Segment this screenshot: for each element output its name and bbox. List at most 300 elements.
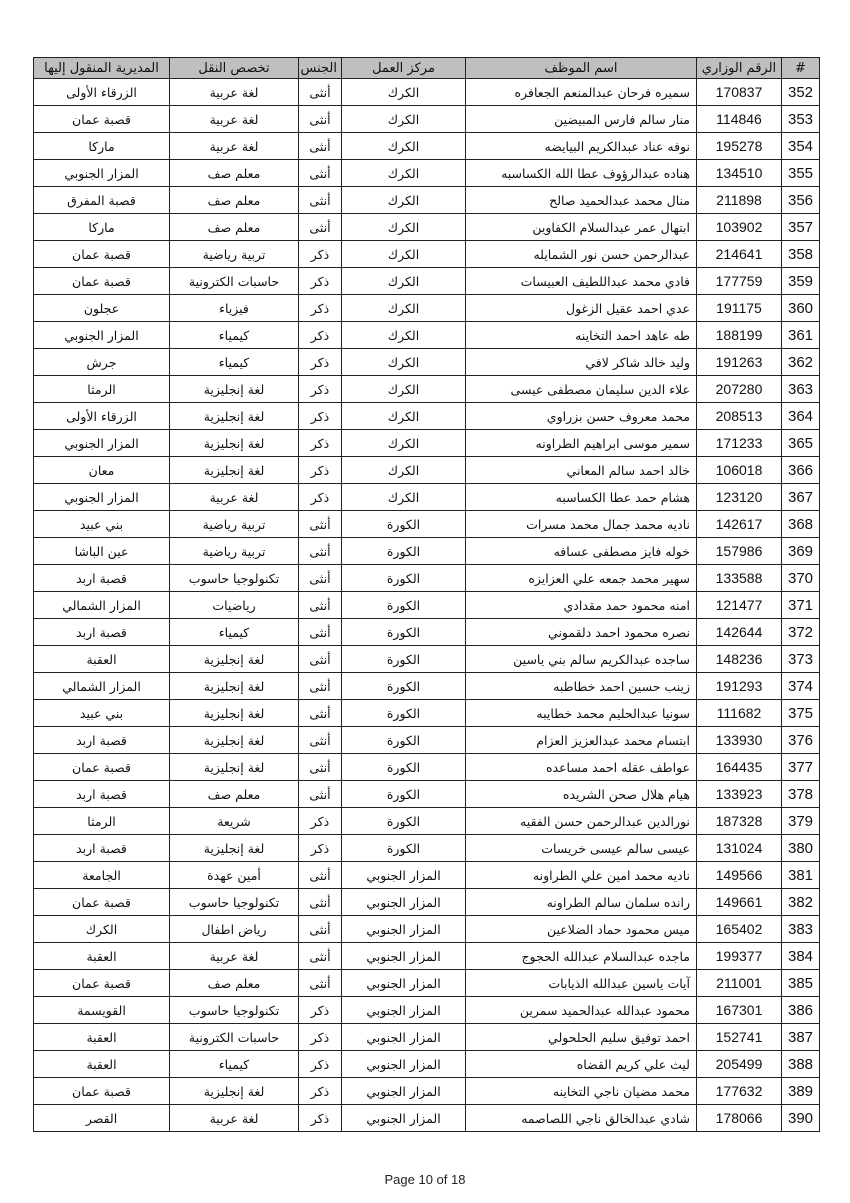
employee-name-cell: ناديه محمد امين علي الطراونه	[466, 862, 697, 889]
table-row	[34, 700, 820, 727]
destination-directorate-cell: القصر	[34, 1105, 170, 1132]
transfer-specialty-cell: حاسبات الكترونية	[170, 1024, 299, 1051]
destination-directorate-cell: قصبة اربد	[34, 565, 170, 592]
work-center-cell: الكورة	[342, 727, 466, 754]
transfer-specialty-cell: تكنولوجيا حاسوب	[170, 889, 299, 916]
employee-name-cell: زينب حسين احمد خطاطبه	[466, 673, 697, 700]
table-row	[34, 916, 820, 943]
ministerial-number-cell: 133930	[697, 727, 782, 754]
employee-name-cell: ساجده عبدالكريم سالم بني ياسين	[466, 646, 697, 673]
work-center-cell: الكورة	[342, 619, 466, 646]
work-center-cell: المزار الجنوبي	[342, 1024, 466, 1051]
transfer-specialty-cell: تربية رياضية	[170, 241, 299, 268]
work-center-cell: المزار الجنوبي	[342, 1105, 466, 1132]
header-gender: الجنس	[299, 58, 342, 79]
row-number-cell: 390	[782, 1105, 820, 1132]
destination-directorate-cell: العقبة	[34, 1051, 170, 1078]
transfer-specialty-cell: لغة إنجليزية	[170, 376, 299, 403]
row-number-cell: 364	[782, 403, 820, 430]
table-row	[34, 997, 820, 1024]
employee-name-cell: سهير محمد جمعه علي العزايزه	[466, 565, 697, 592]
table-row	[34, 1078, 820, 1105]
gender-cell: أنثى	[299, 511, 342, 538]
ministerial-number-cell: 167301	[697, 997, 782, 1024]
ministerial-number-cell: 165402	[697, 916, 782, 943]
table-row	[34, 889, 820, 916]
employee-name-cell: عدي احمد عقيل الزغول	[466, 295, 697, 322]
destination-directorate-cell: قصبة عمان	[34, 889, 170, 916]
employee-name-cell: طه عاهد احمد التخاينه	[466, 322, 697, 349]
transfer-specialty-cell: معلم صف	[170, 214, 299, 241]
gender-cell: أنثى	[299, 565, 342, 592]
row-number-cell: 388	[782, 1051, 820, 1078]
ministerial-number-cell: 103902	[697, 214, 782, 241]
gender-cell: أنثى	[299, 592, 342, 619]
table-row	[34, 619, 820, 646]
gender-cell: أنثى	[299, 673, 342, 700]
work-center-cell: الكرك	[342, 403, 466, 430]
employee-name-cell: خوله فايز مصطفى عسافه	[466, 538, 697, 565]
transfer-specialty-cell: لغة إنجليزية	[170, 457, 299, 484]
destination-directorate-cell: قصبة عمان	[34, 241, 170, 268]
gender-cell: أنثى	[299, 133, 342, 160]
destination-directorate-cell: الرمثا	[34, 808, 170, 835]
table-row	[34, 970, 820, 997]
table-row	[34, 862, 820, 889]
row-number-cell: 355	[782, 160, 820, 187]
ministerial-number-cell: 123120	[697, 484, 782, 511]
destination-directorate-cell: المزار الجنوبي	[34, 322, 170, 349]
destination-directorate-cell: المزار الجنوبي	[34, 430, 170, 457]
employee-name-cell: شادي عبدالخالق ناجي اللصاصمه	[466, 1105, 697, 1132]
row-number-cell: 368	[782, 511, 820, 538]
transfer-specialty-cell: كيمياء	[170, 1051, 299, 1078]
work-center-cell: الكورة	[342, 754, 466, 781]
table-row	[34, 943, 820, 970]
destination-directorate-cell: معان	[34, 457, 170, 484]
transfer-specialty-cell: كيمياء	[170, 322, 299, 349]
header-employee-name: اسم الموظف	[466, 58, 697, 79]
transfer-table	[33, 57, 820, 1132]
ministerial-number-cell: 133588	[697, 565, 782, 592]
employee-name-cell: نصره محمود احمد دلقموني	[466, 619, 697, 646]
employee-name-cell: محمد مضيان ناجي التخاينه	[466, 1078, 697, 1105]
row-number-cell: 389	[782, 1078, 820, 1105]
destination-directorate-cell: قصبة عمان	[34, 1078, 170, 1105]
row-number-cell: 379	[782, 808, 820, 835]
table-row	[34, 106, 820, 133]
employee-name-cell: سمير موسى ابراهيم الطراونه	[466, 430, 697, 457]
table-row	[34, 592, 820, 619]
work-center-cell: الكورة	[342, 511, 466, 538]
row-number-cell: 382	[782, 889, 820, 916]
ministerial-number-cell: 133923	[697, 781, 782, 808]
destination-directorate-cell: الزرقاء الأولى	[34, 403, 170, 430]
ministerial-number-cell: 188199	[697, 322, 782, 349]
gender-cell: ذكر	[299, 403, 342, 430]
transfer-specialty-cell: لغة عربية	[170, 484, 299, 511]
gender-cell: ذكر	[299, 1078, 342, 1105]
gender-cell: أنثى	[299, 538, 342, 565]
work-center-cell: المزار الجنوبي	[342, 943, 466, 970]
table-row	[34, 403, 820, 430]
destination-directorate-cell: قصبة عمان	[34, 268, 170, 295]
employee-name-cell: منال محمد عبدالحميد صالح	[466, 187, 697, 214]
employee-name-cell: هشام حمد عطا الكساسبه	[466, 484, 697, 511]
destination-directorate-cell: قصبة المفرق	[34, 187, 170, 214]
table-row	[34, 808, 820, 835]
transfer-specialty-cell: لغة إنجليزية	[170, 754, 299, 781]
table-row	[34, 322, 820, 349]
header-num: #	[782, 58, 820, 79]
ministerial-number-cell: 142617	[697, 511, 782, 538]
destination-directorate-cell: قصبة عمان	[34, 754, 170, 781]
destination-directorate-cell: عجلون	[34, 295, 170, 322]
table-row	[34, 214, 820, 241]
row-number-cell: 357	[782, 214, 820, 241]
row-number-cell: 377	[782, 754, 820, 781]
ministerial-number-cell: 211001	[697, 970, 782, 997]
row-number-cell: 367	[782, 484, 820, 511]
table-row	[34, 1051, 820, 1078]
row-number-cell: 359	[782, 268, 820, 295]
employee-name-cell: هناده عبدالرؤوف عطا الله الكساسبه	[466, 160, 697, 187]
destination-directorate-cell: العقبة	[34, 646, 170, 673]
ministerial-number-cell: 114846	[697, 106, 782, 133]
ministerial-number-cell: 191263	[697, 349, 782, 376]
table-row	[34, 430, 820, 457]
row-number-cell: 353	[782, 106, 820, 133]
ministerial-number-cell: 134510	[697, 160, 782, 187]
ministerial-number-cell: 131024	[697, 835, 782, 862]
row-number-cell: 385	[782, 970, 820, 997]
employee-name-cell: وليد خالد شاكر لافي	[466, 349, 697, 376]
row-number-cell: 384	[782, 943, 820, 970]
ministerial-number-cell: 106018	[697, 457, 782, 484]
transfer-specialty-cell: أمين عهدة	[170, 862, 299, 889]
work-center-cell: الكورة	[342, 538, 466, 565]
employee-name-cell: منار سالم فارس المبيضين	[466, 106, 697, 133]
work-center-cell: الكرك	[342, 430, 466, 457]
ministerial-number-cell: 164435	[697, 754, 782, 781]
gender-cell: أنثى	[299, 700, 342, 727]
destination-directorate-cell: قصبة اربد	[34, 727, 170, 754]
work-center-cell: الكرك	[342, 322, 466, 349]
work-center-cell: الكرك	[342, 268, 466, 295]
transfer-specialty-cell: لغة إنجليزية	[170, 835, 299, 862]
employee-name-cell: ماجده عبدالسلام عبدالله الحجوج	[466, 943, 697, 970]
work-center-cell: الكرك	[342, 160, 466, 187]
destination-directorate-cell: قصبة اربد	[34, 781, 170, 808]
gender-cell: أنثى	[299, 862, 342, 889]
header-transfer-specialty: تخصص النقل	[170, 58, 299, 79]
destination-directorate-cell: قصبة عمان	[34, 970, 170, 997]
page-footer: Page 10 of 18	[384, 1172, 466, 1187]
row-number-cell: 378	[782, 781, 820, 808]
destination-directorate-cell: المزار الشمالي	[34, 673, 170, 700]
table-row	[34, 673, 820, 700]
table-row	[34, 241, 820, 268]
transfer-specialty-cell: تكنولوجيا حاسوب	[170, 565, 299, 592]
table-row	[34, 376, 820, 403]
work-center-cell: الكورة	[342, 835, 466, 862]
destination-directorate-cell: قصبة عمان	[34, 106, 170, 133]
gender-cell: ذكر	[299, 430, 342, 457]
table-row	[34, 457, 820, 484]
ministerial-number-cell: 142644	[697, 619, 782, 646]
row-number-cell: 356	[782, 187, 820, 214]
work-center-cell: الكورة	[342, 646, 466, 673]
gender-cell: ذكر	[299, 376, 342, 403]
employee-name-cell: ابتسام محمد عبدالعزيز العزام	[466, 727, 697, 754]
transfer-specialty-cell: لغة إنجليزية	[170, 646, 299, 673]
gender-cell: ذكر	[299, 484, 342, 511]
destination-directorate-cell: بني عبيد	[34, 511, 170, 538]
employee-name-cell: رانده سلمان سالم الطراونه	[466, 889, 697, 916]
destination-directorate-cell: العقبة	[34, 943, 170, 970]
transfer-specialty-cell: شريعة	[170, 808, 299, 835]
employee-name-cell: ميس محمود حماد الضلاعين	[466, 916, 697, 943]
ministerial-number-cell: 111682	[697, 700, 782, 727]
ministerial-number-cell: 148236	[697, 646, 782, 673]
table-row	[34, 160, 820, 187]
transfer-specialty-cell: معلم صف	[170, 160, 299, 187]
row-number-cell: 354	[782, 133, 820, 160]
transfer-specialty-cell: رياضيات	[170, 592, 299, 619]
transfer-specialty-cell: رياض اطفال	[170, 916, 299, 943]
employee-name-cell: فادي محمد عبداللطيف العبيسات	[466, 268, 697, 295]
employee-name-cell: محمد معروف حسن بزراوي	[466, 403, 697, 430]
work-center-cell: الكورة	[342, 700, 466, 727]
work-center-cell: المزار الجنوبي	[342, 916, 466, 943]
ministerial-number-cell: 149661	[697, 889, 782, 916]
transfer-specialty-cell: لغة إنجليزية	[170, 673, 299, 700]
destination-directorate-cell: بني عبيد	[34, 700, 170, 727]
gender-cell: ذكر	[299, 1051, 342, 1078]
header-work-center: مركز العمل	[342, 58, 466, 79]
destination-directorate-cell: عين الباشا	[34, 538, 170, 565]
destination-directorate-cell: الزرقاء الأولى	[34, 79, 170, 106]
transfer-specialty-cell: لغة عربية	[170, 79, 299, 106]
ministerial-number-cell: 177632	[697, 1078, 782, 1105]
row-number-cell: 361	[782, 322, 820, 349]
gender-cell: أنثى	[299, 754, 342, 781]
work-center-cell: الكرك	[342, 376, 466, 403]
transfer-specialty-cell: كيمياء	[170, 619, 299, 646]
header-ministerial-number: الرقم الوزاري	[697, 58, 782, 79]
work-center-cell: المزار الجنوبي	[342, 1051, 466, 1078]
table-header-row	[34, 58, 820, 79]
ministerial-number-cell: 170837	[697, 79, 782, 106]
transfer-specialty-cell: لغة عربية	[170, 106, 299, 133]
ministerial-number-cell: 195278	[697, 133, 782, 160]
table-row	[34, 187, 820, 214]
work-center-cell: الكرك	[342, 187, 466, 214]
employee-name-cell: ناديه محمد جمال محمد مسرات	[466, 511, 697, 538]
work-center-cell: المزار الجنوبي	[342, 889, 466, 916]
transfer-specialty-cell: تربية رياضية	[170, 538, 299, 565]
employee-name-cell: احمد توفيق سليم الحلحولي	[466, 1024, 697, 1051]
transfer-specialty-cell: لغة عربية	[170, 943, 299, 970]
gender-cell: ذكر	[299, 241, 342, 268]
row-number-cell: 360	[782, 295, 820, 322]
table-row	[34, 484, 820, 511]
table-row	[34, 79, 820, 106]
destination-directorate-cell: المزار الجنوبي	[34, 484, 170, 511]
employee-name-cell: سميره فرحان عبدالمنعم الجعافره	[466, 79, 697, 106]
work-center-cell: الكورة	[342, 673, 466, 700]
transfer-specialty-cell: لغة إنجليزية	[170, 700, 299, 727]
work-center-cell: الكرك	[342, 349, 466, 376]
employee-name-cell: محمود عبدالله عبدالحميد سمرين	[466, 997, 697, 1024]
gender-cell: ذكر	[299, 1024, 342, 1051]
row-number-cell: 362	[782, 349, 820, 376]
work-center-cell: المزار الجنوبي	[342, 970, 466, 997]
work-center-cell: الكرك	[342, 106, 466, 133]
transfer-specialty-cell: معلم صف	[170, 187, 299, 214]
gender-cell: أنثى	[299, 187, 342, 214]
employee-name-cell: نورالدين عبدالرحمن حسن الفقيه	[466, 808, 697, 835]
gender-cell: ذكر	[299, 322, 342, 349]
table-row	[34, 538, 820, 565]
gender-cell: ذكر	[299, 349, 342, 376]
gender-cell: ذكر	[299, 808, 342, 835]
row-number-cell: 358	[782, 241, 820, 268]
work-center-cell: المزار الجنوبي	[342, 1078, 466, 1105]
employee-name-cell: ابتهال عمر عبدالسلام الكفاوين	[466, 214, 697, 241]
employee-name-cell: عيسى سالم عيسى خريسات	[466, 835, 697, 862]
gender-cell: أنثى	[299, 970, 342, 997]
destination-directorate-cell: المزار الجنوبي	[34, 160, 170, 187]
ministerial-number-cell: 149566	[697, 862, 782, 889]
destination-directorate-cell: جرش	[34, 349, 170, 376]
work-center-cell: الكرك	[342, 214, 466, 241]
destination-directorate-cell: ماركا	[34, 214, 170, 241]
employee-name-cell: سونيا عبدالحليم محمد خطايبه	[466, 700, 697, 727]
destination-directorate-cell: قصبة اربد	[34, 619, 170, 646]
ministerial-number-cell: 178066	[697, 1105, 782, 1132]
table-row	[34, 1024, 820, 1051]
row-number-cell: 363	[782, 376, 820, 403]
employee-name-cell: عبدالرحمن حسن نور الشمايله	[466, 241, 697, 268]
ministerial-number-cell: 214641	[697, 241, 782, 268]
destination-directorate-cell: العقبة	[34, 1024, 170, 1051]
transfer-specialty-cell: حاسبات الكترونية	[170, 268, 299, 295]
row-number-cell: 372	[782, 619, 820, 646]
ministerial-number-cell: 211898	[697, 187, 782, 214]
gender-cell: ذكر	[299, 997, 342, 1024]
ministerial-number-cell: 187328	[697, 808, 782, 835]
destination-directorate-cell: الجامعة	[34, 862, 170, 889]
row-number-cell: 383	[782, 916, 820, 943]
gender-cell: أنثى	[299, 79, 342, 106]
work-center-cell: الكرك	[342, 295, 466, 322]
table-row	[34, 268, 820, 295]
transfer-specialty-cell: لغة إنجليزية	[170, 727, 299, 754]
table-body	[34, 79, 820, 1132]
work-center-cell: الكورة	[342, 808, 466, 835]
employee-name-cell: ليث علي كريم القضاه	[466, 1051, 697, 1078]
row-number-cell: 374	[782, 673, 820, 700]
gender-cell: ذكر	[299, 295, 342, 322]
transfer-specialty-cell: لغة إنجليزية	[170, 430, 299, 457]
row-number-cell: 352	[782, 79, 820, 106]
gender-cell: ذكر	[299, 457, 342, 484]
row-number-cell: 381	[782, 862, 820, 889]
transfer-specialty-cell: كيمياء	[170, 349, 299, 376]
row-number-cell: 371	[782, 592, 820, 619]
table-row	[34, 1105, 820, 1132]
ministerial-number-cell: 191175	[697, 295, 782, 322]
row-number-cell: 387	[782, 1024, 820, 1051]
gender-cell: أنثى	[299, 646, 342, 673]
row-number-cell: 370	[782, 565, 820, 592]
transfer-specialty-cell: تربية رياضية	[170, 511, 299, 538]
transfer-specialty-cell: معلم صف	[170, 781, 299, 808]
ministerial-number-cell: 191293	[697, 673, 782, 700]
work-center-cell: الكرك	[342, 79, 466, 106]
work-center-cell: الكورة	[342, 565, 466, 592]
work-center-cell: المزار الجنوبي	[342, 997, 466, 1024]
employee-name-cell: هيام هلال صحن الشريده	[466, 781, 697, 808]
table-row	[34, 835, 820, 862]
destination-directorate-cell: ماركا	[34, 133, 170, 160]
gender-cell: ذكر	[299, 268, 342, 295]
transfer-specialty-cell: تكنولوجيا حاسوب	[170, 997, 299, 1024]
ministerial-number-cell: 157986	[697, 538, 782, 565]
table-row	[34, 646, 820, 673]
ministerial-number-cell: 152741	[697, 1024, 782, 1051]
gender-cell: أنثى	[299, 943, 342, 970]
row-number-cell: 386	[782, 997, 820, 1024]
gender-cell: أنثى	[299, 106, 342, 133]
ministerial-number-cell: 199377	[697, 943, 782, 970]
ministerial-number-cell: 177759	[697, 268, 782, 295]
table-row	[34, 133, 820, 160]
work-center-cell: الكرك	[342, 241, 466, 268]
destination-directorate-cell: القويسمة	[34, 997, 170, 1024]
table-row	[34, 295, 820, 322]
ministerial-number-cell: 207280	[697, 376, 782, 403]
transfer-specialty-cell: لغة إنجليزية	[170, 1078, 299, 1105]
gender-cell: أنثى	[299, 916, 342, 943]
work-center-cell: المزار الجنوبي	[342, 862, 466, 889]
row-number-cell: 375	[782, 700, 820, 727]
ministerial-number-cell: 121477	[697, 592, 782, 619]
gender-cell: ذكر	[299, 835, 342, 862]
row-number-cell: 380	[782, 835, 820, 862]
employee-name-cell: نوفه عناد عبدالكريم البيايضه	[466, 133, 697, 160]
transfer-specialty-cell: فيزياء	[170, 295, 299, 322]
gender-cell: أنثى	[299, 781, 342, 808]
header-destination-directorate: المديرية المنقول إليها	[34, 58, 170, 79]
table-row	[34, 349, 820, 376]
gender-cell: أنثى	[299, 160, 342, 187]
table-row	[34, 754, 820, 781]
ministerial-number-cell: 208513	[697, 403, 782, 430]
gender-cell: أنثى	[299, 889, 342, 916]
transfer-specialty-cell: معلم صف	[170, 970, 299, 997]
gender-cell: ذكر	[299, 1105, 342, 1132]
transfer-specialty-cell: لغة إنجليزية	[170, 403, 299, 430]
destination-directorate-cell: المزار الشمالي	[34, 592, 170, 619]
row-number-cell: 365	[782, 430, 820, 457]
table-row	[34, 781, 820, 808]
table-row	[34, 565, 820, 592]
row-number-cell: 373	[782, 646, 820, 673]
gender-cell: أنثى	[299, 214, 342, 241]
work-center-cell: الكرك	[342, 484, 466, 511]
